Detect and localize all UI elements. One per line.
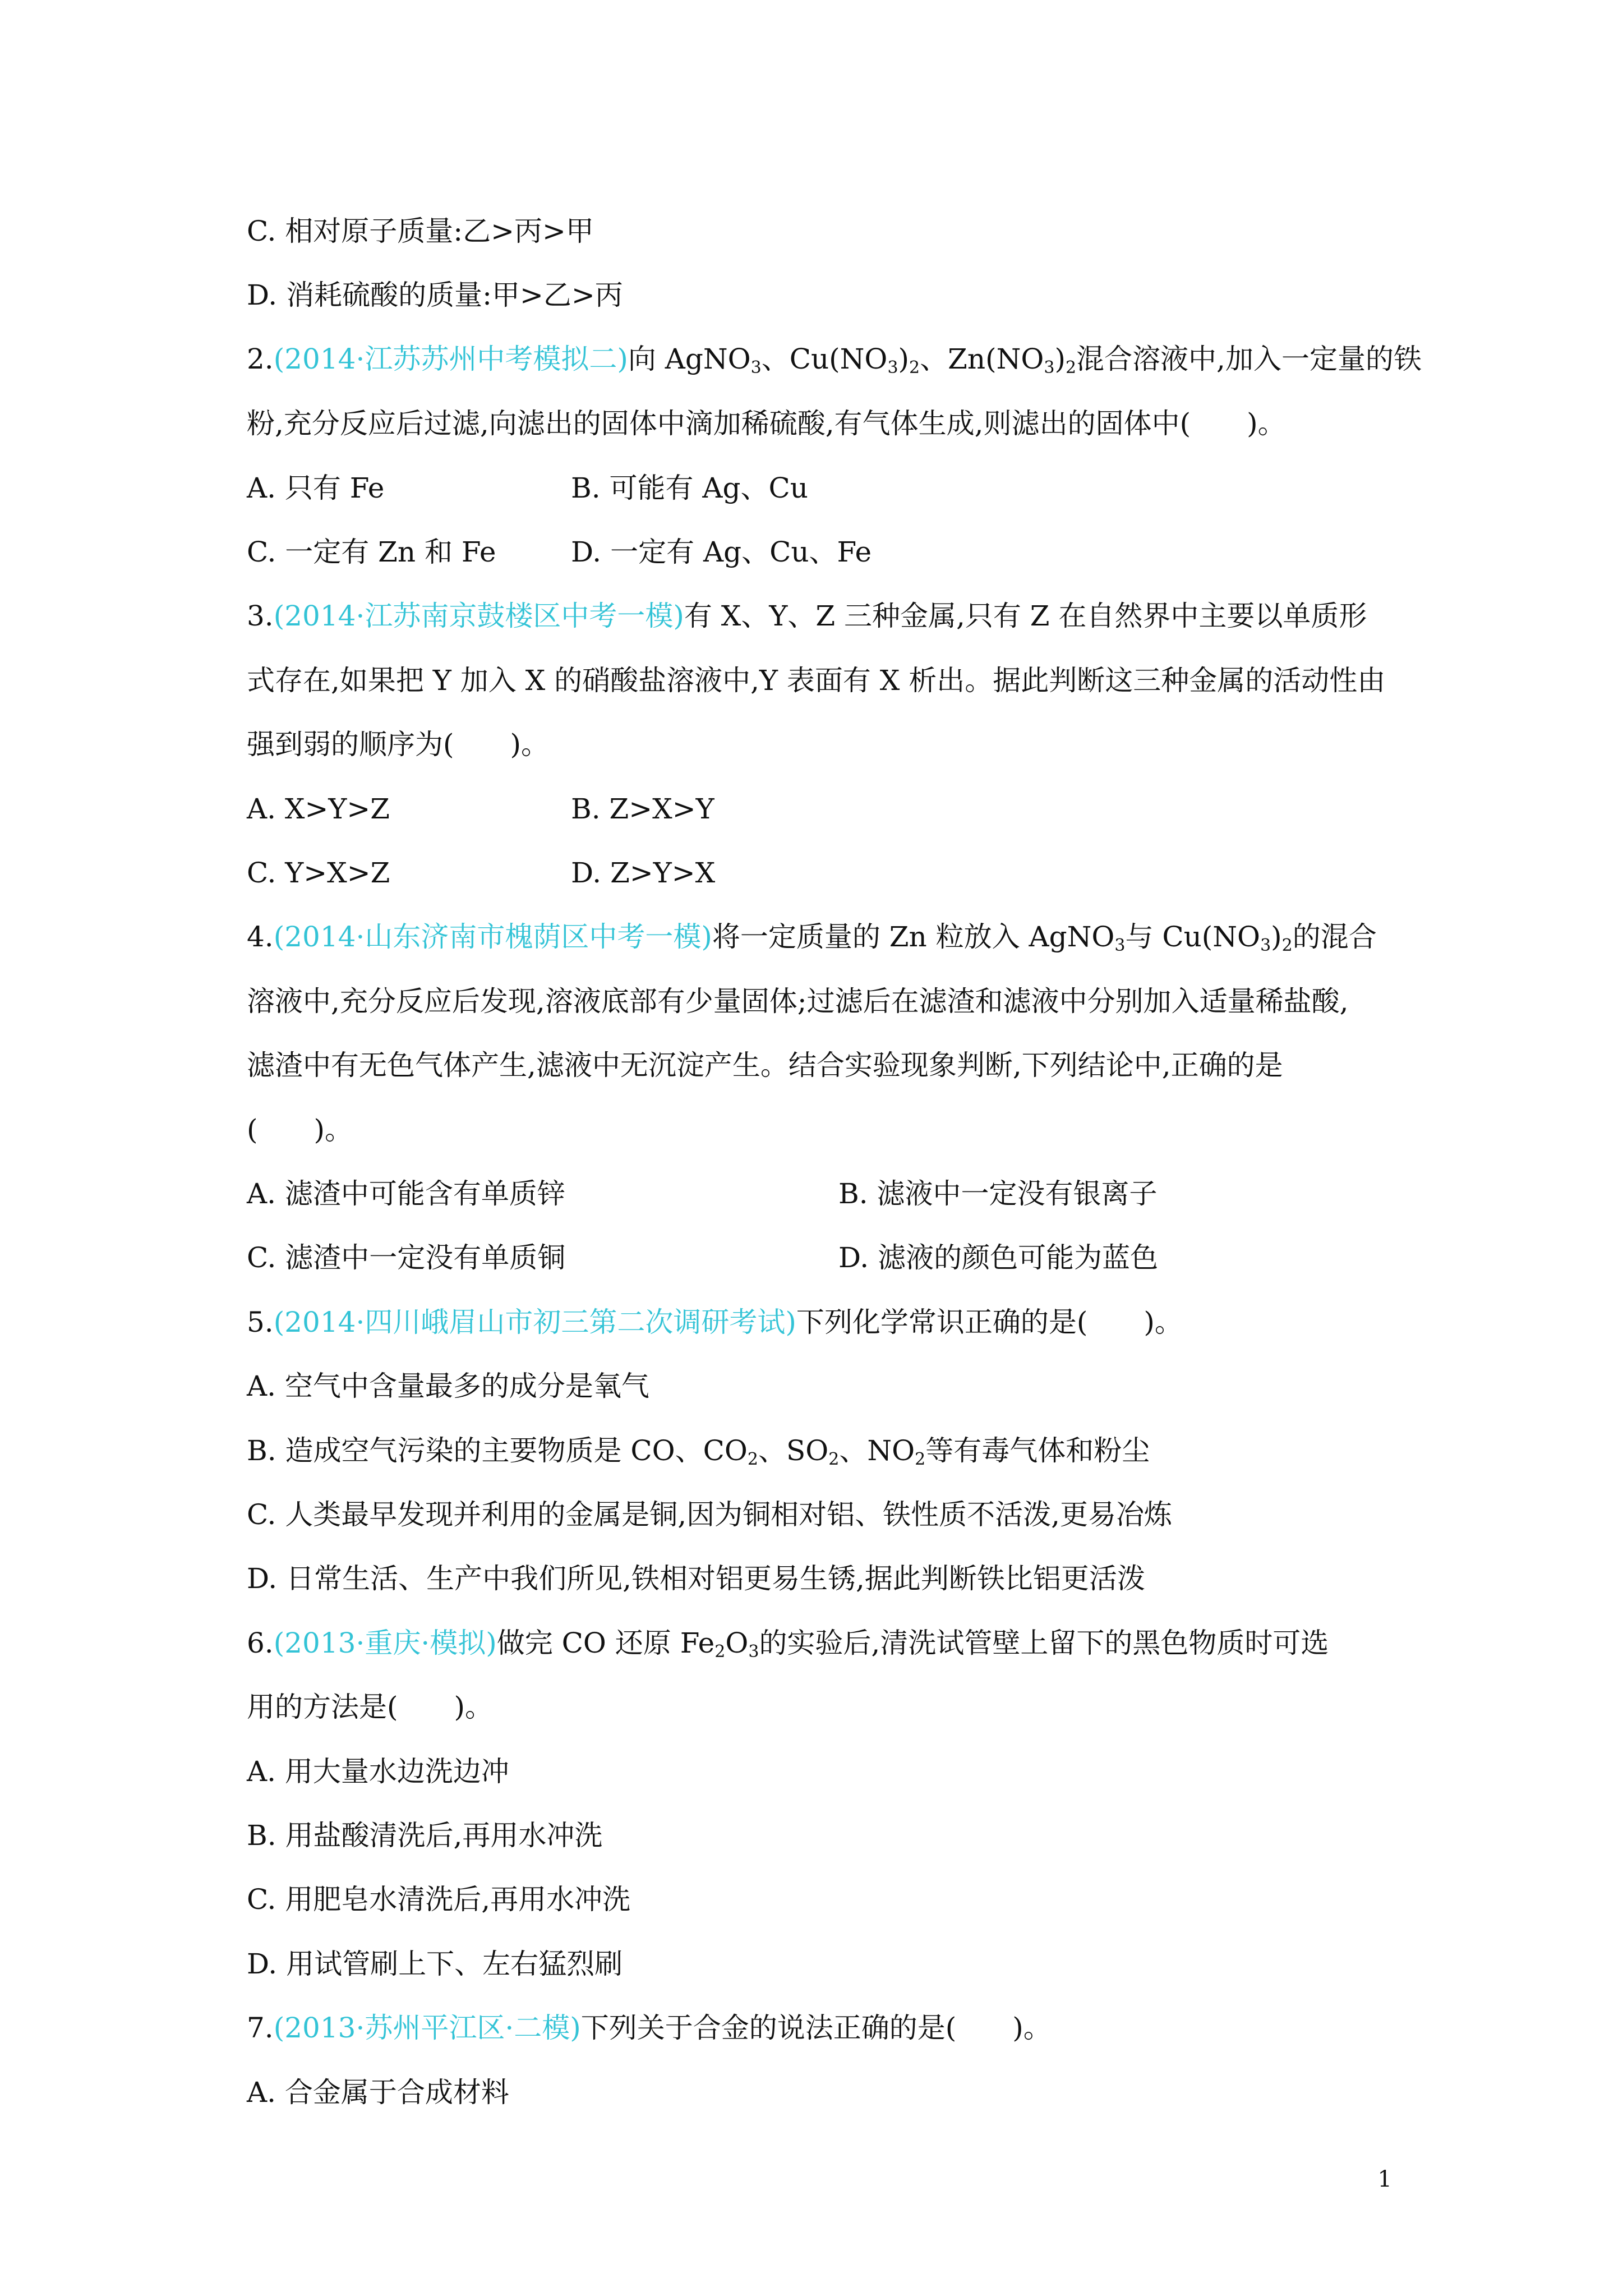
option-c: C. 滤渣中一定没有单质铜 xyxy=(247,1241,566,1274)
subscript: 3 xyxy=(1114,936,1126,955)
question-number: 6. xyxy=(247,1627,274,1659)
stem-text: 的混合 xyxy=(1292,921,1377,953)
question-4-options-ab xyxy=(247,1177,1158,1211)
question-6-option-a: A. 用大量水边洗边冲 xyxy=(247,1755,509,1788)
question-6-line-1 xyxy=(247,1626,1329,1660)
stem-text: 下列化学常识正确的是( )。 xyxy=(796,1306,1183,1338)
question-5-line-1 xyxy=(247,1305,1183,1339)
question-source: (2013·苏州平江区·二模) xyxy=(273,2012,581,2044)
option-c: C. Y>X>Z xyxy=(247,857,390,889)
question-5-option-b xyxy=(247,1434,1150,1467)
option-b: B. 滤液中一定没有银离子 xyxy=(838,1177,1158,1210)
stem-text: 的实验后,清洗试管壁上留下的黑色物质时可选 xyxy=(759,1627,1329,1659)
option-d: D. Z>Y>X xyxy=(571,857,716,889)
option-d: D. 滤液的颜色可能为蓝色 xyxy=(838,1241,1159,1274)
option-a: A. 滤渣中可能含有单质锌 xyxy=(247,1177,565,1210)
question-number: 7. xyxy=(247,2012,274,2044)
subscript: 3 xyxy=(1260,936,1271,955)
subscript: 3 xyxy=(750,358,762,378)
stem-text: 、Zn(NO xyxy=(920,343,1044,375)
question-number: 2. xyxy=(247,343,274,375)
subscript: 2 xyxy=(915,1450,926,1469)
stem-text: 、Cu(NO xyxy=(761,343,888,375)
subscript: 3 xyxy=(1044,358,1055,378)
question-5-option-d: D. 日常生活、生产中我们所见,铁相对铝更易生锈,据此判断铁比铝更活泼 xyxy=(247,1562,1145,1595)
option-d-sulfuric-acid: D. 消耗硫酸的质量:甲>乙>丙 xyxy=(247,279,623,311)
question-6-line-2: 用的方法是( )。 xyxy=(247,1691,494,1723)
stem-text: O xyxy=(725,1627,749,1659)
option-b: B. Z>X>Y xyxy=(571,793,714,825)
subscript: 2 xyxy=(714,1642,726,1662)
option-b: B. 可能有 Ag、Cu xyxy=(571,472,808,504)
question-6-option-b: B. 用盐酸清洗后,再用水冲洗 xyxy=(247,1819,603,1852)
stem-text: ) xyxy=(898,343,910,375)
question-5-option-c: C. 人类最早发现并利用的金属是铜,因为铜相对铝、铁性质不活泼,更易冶炼 xyxy=(247,1498,1173,1531)
stem-text: 将一定质量的 Zn 粒放入 AgNO xyxy=(712,921,1115,953)
option-c: C. 一定有 Zn 和 Fe xyxy=(247,536,496,568)
question-3-options-cd xyxy=(247,856,716,890)
stem-text: 向 AgNO xyxy=(628,343,751,375)
option-a: A. 只有 Fe xyxy=(247,472,385,504)
option-text: 等有毒气体和粉尘 xyxy=(925,1434,1150,1467)
option-c-atomic-mass: C. 相对原子质量:乙>丙>甲 xyxy=(247,215,594,247)
question-6-option-c: C. 用肥皂水清洗后,再用水冲洗 xyxy=(247,1883,631,1916)
question-4-options-cd xyxy=(247,1241,1159,1274)
option-a: A. X>Y>Z xyxy=(247,793,390,825)
question-7-option-a: A. 合金属于合成材料 xyxy=(247,2076,509,2109)
question-number: 3. xyxy=(247,600,274,632)
stem-text: 与 Cu(NO xyxy=(1125,921,1261,953)
subscript: 2 xyxy=(1065,358,1077,378)
question-number: 4. xyxy=(247,921,274,953)
question-3-line-1 xyxy=(247,599,1367,633)
question-source: (2014·四川峨眉山市初三第二次调研考试) xyxy=(273,1306,796,1338)
question-4-line-3: 滤渣中有无色气体产生,滤液中无沉淀产生。结合实验现象判断,下列结论中,正确的是 xyxy=(247,1049,1283,1082)
question-4-line-1 xyxy=(247,920,1377,954)
option-d: D. 一定有 Ag、Cu、Fe xyxy=(571,536,872,568)
question-3-line-3: 强到弱的顺序为( )。 xyxy=(247,728,550,761)
question-number: 5. xyxy=(247,1306,274,1338)
question-2-line-1 xyxy=(247,342,1422,376)
question-5-option-a: A. 空气中含量最多的成分是氧气 xyxy=(247,1370,649,1402)
subscript: 2 xyxy=(909,358,920,378)
subscript: 3 xyxy=(748,1642,759,1662)
option-text: B. 造成空气污染的主要物质是 CO、CO xyxy=(247,1434,748,1467)
question-source: (2014·江苏苏州中考模拟二) xyxy=(273,343,628,375)
stem-text: 下列关于合金的说法正确的是( )。 xyxy=(580,2012,1052,2044)
question-4-line-2: 溶液中,充分反应后发现,溶液底部有少量固体;过滤后在滤渣和滤液中分别加入适量稀盐酸, xyxy=(247,985,1349,1018)
question-2-options-ab xyxy=(247,471,808,505)
subscript: 3 xyxy=(887,358,898,378)
option-text: 、NO xyxy=(839,1434,915,1467)
question-6-option-d: D. 用试管刷上下、左右猛烈刷 xyxy=(247,1948,623,1980)
stem-text: ) xyxy=(1271,921,1282,953)
question-3-options-ab xyxy=(247,792,714,826)
stem-text: 有 X、Y、Z 三种金属,只有 Z 在自然界中主要以单质形 xyxy=(684,600,1367,632)
stem-text: 混合溶液中,加入一定量的铁 xyxy=(1076,343,1422,375)
stem-text: 做完 CO 还原 Fe xyxy=(496,1627,715,1659)
page-number: 1 xyxy=(1377,2166,1392,2192)
subscript: 2 xyxy=(828,1450,840,1469)
question-7-line-1 xyxy=(247,2011,1052,2045)
question-source: (2014·江苏南京鼓楼区中考一模) xyxy=(273,600,684,632)
question-source: (2014·山东济南市槐荫区中考一模) xyxy=(273,921,712,953)
question-4-line-4: ( )。 xyxy=(247,1114,353,1146)
question-3-line-2: 式存在,如果把 Y 加入 X 的硝酸盐溶液中,Y 表面有 X 析出。据此判断这三种金属的活动性由 xyxy=(247,664,1386,697)
stem-text: ) xyxy=(1054,343,1066,375)
question-2-options-cd xyxy=(247,535,872,569)
question-2-line-2: 粉,充分反应后过滤,向滤出的固体中滴加稀硫酸,有气体生成,则滤出的固体中( )。 xyxy=(247,407,1286,440)
question-source: (2013·重庆·模拟) xyxy=(273,1627,497,1659)
option-text: 、SO xyxy=(758,1434,829,1467)
subscript: 2 xyxy=(1281,936,1293,955)
subscript: 2 xyxy=(747,1450,759,1469)
